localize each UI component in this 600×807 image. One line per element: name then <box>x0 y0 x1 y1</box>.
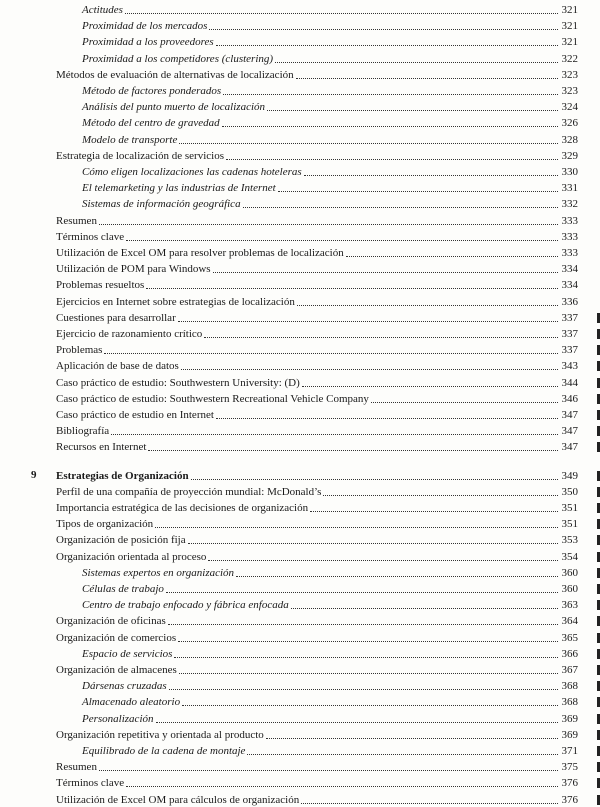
dot-leader <box>174 657 558 658</box>
toc-entry <box>56 726 578 742</box>
dot-leader <box>208 560 558 561</box>
toc-entry <box>56 612 578 628</box>
dot-leader <box>301 803 558 804</box>
toc-entry <box>56 467 578 483</box>
toc-entry <box>56 147 578 163</box>
toc-entry-title: Organización de oficinas <box>56 615 166 628</box>
dot-leader <box>178 641 558 642</box>
toc-entry-title: Utilización de POM para Windows <box>56 263 211 276</box>
dot-leader <box>146 288 558 289</box>
toc-entry <box>82 179 578 195</box>
dot-leader <box>111 434 558 435</box>
toc-entry-page: 324 <box>561 101 578 114</box>
toc-entry-page: 353 <box>561 534 578 547</box>
toc-entry <box>56 374 578 390</box>
toc-entry <box>82 163 578 179</box>
toc-entry-title: Método de factores ponderados <box>82 85 222 97</box>
dot-leader <box>155 527 558 528</box>
dot-leader <box>188 543 558 544</box>
dot-leader <box>166 592 558 593</box>
dot-leader <box>243 207 558 208</box>
toc-entry-page: 363 <box>561 599 578 612</box>
toc-entry-title: Resumen <box>56 214 97 227</box>
toc-entry-title: Perfil de una compañía de proyección mundial: McDonald’s <box>56 485 322 498</box>
toc-entry <box>56 774 578 790</box>
toc-entry-title: Método del centro de gravedad <box>82 117 220 130</box>
toc-entry-page: 360 <box>561 583 578 595</box>
toc-entry-title: Modelo de transporte <box>82 133 178 146</box>
dot-leader <box>216 418 558 419</box>
dot-leader <box>223 94 558 95</box>
dot-leader <box>209 29 558 30</box>
toc-entry-page: 323 <box>561 68 578 81</box>
toc-entry-page: 336 <box>561 295 578 308</box>
toc-entry <box>82 1 578 17</box>
toc-entry <box>56 293 578 309</box>
toc-entry <box>82 131 578 147</box>
toc-entry-page: 334 <box>561 263 578 276</box>
toc-entry <box>56 212 578 228</box>
toc-entry <box>82 710 578 726</box>
toc-entry <box>56 531 578 547</box>
toc-entry-title: Espacio de servicios <box>82 647 173 660</box>
dot-leader <box>236 576 558 577</box>
toc-entry-page: 351 <box>561 518 578 531</box>
toc-entry-page: 329 <box>561 149 578 162</box>
toc-entry-title: Organización repetitiva y orientada al producto <box>56 728 264 741</box>
toc-entry-title: Cómo eligen localizaciones las cadenas hoteleras <box>82 166 302 178</box>
dot-leader <box>213 272 558 273</box>
toc-entry <box>56 438 578 454</box>
toc-entry-title: Utilización de Excel OM para resolver problemas de localización <box>56 247 344 259</box>
toc-entry-page: 337 <box>561 328 578 340</box>
toc-entry <box>56 515 578 531</box>
toc-entry-page: 333 <box>561 214 578 227</box>
toc-entry-title: Términos clave <box>56 777 125 790</box>
toc-entry-title: Ejercicios en Internet sobre estrategias de localización <box>56 295 295 308</box>
toc-entry-page: 347 <box>561 409 578 421</box>
toc-entry-page: 344 <box>561 376 578 389</box>
toc-entry-title: Caso práctico de estudio: Southwestern Recreational Vehicle Company <box>56 392 369 405</box>
toc-entry-page: 347 <box>561 425 578 438</box>
toc-entry-page: 323 <box>561 85 578 97</box>
dot-leader <box>266 738 558 739</box>
toc-entry-title: Problemas <box>56 344 103 357</box>
toc-entry <box>82 596 578 612</box>
toc-entry-page: 371 <box>561 745 578 757</box>
toc-entry-title: El telemarketing y las industrias de Internet <box>82 182 276 195</box>
toc-entry-page: 367 <box>561 664 578 676</box>
toc-entry <box>56 260 578 276</box>
toc-entry-page: 331 <box>561 182 578 195</box>
dot-leader <box>179 143 558 144</box>
dot-leader <box>168 624 558 625</box>
chapter-number: 9 <box>31 468 37 481</box>
dot-leader <box>291 608 558 609</box>
toc-entry-title: Sistemas de información geográfica <box>82 198 241 211</box>
toc-entry <box>56 228 578 244</box>
dot-leader <box>99 770 558 771</box>
toc-entry-title: Recursos en Internet <box>56 441 147 454</box>
toc-entry-page: 334 <box>561 279 578 292</box>
dot-leader <box>302 386 558 387</box>
toc-entry-title: Importancia estratégica de las decisiones de organización <box>56 502 309 514</box>
toc-entry-page: 364 <box>561 615 578 628</box>
toc-entry-title: Métodos de evaluación de alternativas de localización <box>56 68 294 81</box>
toc-entry <box>82 677 578 693</box>
dot-leader <box>304 175 558 176</box>
dot-leader <box>182 705 558 706</box>
dot-leader <box>156 722 559 723</box>
toc-entry-page: 349 <box>561 469 578 482</box>
dot-leader <box>179 673 558 674</box>
toc-entry-page: 321 <box>561 36 578 49</box>
dot-leader <box>346 256 558 257</box>
toc-entry-title: Dársenas cruzadas <box>82 680 167 693</box>
toc-entry-title: Equilibrado de la cadena de montaje <box>82 745 246 757</box>
toc-entry <box>56 499 578 515</box>
toc-entry <box>82 82 578 98</box>
toc-entry-title: Resumen <box>56 761 97 774</box>
toc-entry-title: Sistemas expertos en organización <box>82 566 235 579</box>
dot-leader <box>169 689 558 690</box>
dot-leader <box>296 78 558 79</box>
toc-entry-title: Almacenado aleatorio <box>82 696 181 709</box>
toc-entry-page: 343 <box>561 360 578 373</box>
toc-entry-title: Organización de comercios <box>56 631 177 644</box>
toc-entry-title: Proximidad a los competidores (clustering) <box>82 52 274 65</box>
toc-entry-page: 376 <box>561 793 578 806</box>
dot-leader <box>267 110 558 111</box>
toc-entry <box>82 33 578 49</box>
toc-entry <box>56 422 578 438</box>
toc-entry <box>82 645 578 661</box>
toc-entry <box>82 17 578 33</box>
dot-leader <box>275 62 558 63</box>
toc-entry-title: Personalización <box>82 712 154 725</box>
toc-entry-page: 347 <box>561 441 578 454</box>
dot-leader <box>191 479 558 480</box>
toc-entry-page: 368 <box>561 680 578 693</box>
toc-entry <box>56 758 578 774</box>
dot-leader <box>125 13 558 14</box>
toc-entry-title: Caso práctico de estudio en Internet <box>56 409 214 421</box>
toc-entry-page: 332 <box>561 198 578 211</box>
toc-entry <box>56 629 578 645</box>
toc-entry-page: 337 <box>561 344 578 357</box>
dot-leader <box>126 240 558 241</box>
toc-entry-page: 333 <box>561 247 578 259</box>
toc-entry-title: Actitudes <box>82 4 123 16</box>
toc-entry-page: 369 <box>561 728 578 741</box>
toc-entry <box>56 276 578 292</box>
dot-leader <box>104 353 558 354</box>
toc-entry-title: Caso práctico de estudio: Southwestern University: (D) <box>56 376 300 389</box>
toc-entry <box>82 114 578 130</box>
dot-leader <box>247 754 558 755</box>
toc-entry <box>56 66 578 82</box>
toc-entry-title: Organización de posición fija <box>56 534 186 547</box>
toc-entry-title: Términos clave <box>56 230 125 243</box>
toc-entry-page: 321 <box>561 20 578 33</box>
toc-entry <box>82 195 578 211</box>
toc-entry <box>56 661 578 677</box>
toc-entry-page: 368 <box>561 696 578 709</box>
dot-leader <box>99 224 558 225</box>
dot-leader <box>297 305 558 306</box>
toc-entry-page: 375 <box>561 761 578 774</box>
toc-entry-page: 354 <box>561 550 578 563</box>
toc-entry-title: Cuestiones para desarrollar <box>56 311 176 324</box>
toc-entry <box>56 244 578 260</box>
toc-entry <box>82 50 578 66</box>
dot-leader <box>310 511 558 512</box>
dot-leader <box>216 45 558 46</box>
toc-entry <box>82 580 578 596</box>
toc-entry-title: Organización de almacenes <box>56 664 177 676</box>
toc-entry-title: Células de trabajo <box>82 583 164 595</box>
toc-entry-title: Estrategias de Organización <box>56 469 189 482</box>
toc-entry-page: 366 <box>561 647 578 660</box>
toc-entry-page: 360 <box>561 566 578 579</box>
toc-entry-title: Ejercicio de razonamiento crítico <box>56 328 203 340</box>
toc-entry-page: 365 <box>561 631 578 644</box>
dot-leader <box>148 450 558 451</box>
toc-entry <box>56 341 578 357</box>
toc-entry-title: Análisis del punto muerto de localización <box>82 101 266 114</box>
toc-entry-title: Centro de trabajo enfocado y fábrica enfocada <box>82 599 289 612</box>
toc-entry-title: Problemas resueltos <box>56 279 145 292</box>
dot-leader <box>371 402 558 403</box>
dot-leader <box>126 786 558 787</box>
toc-entry-page: 369 <box>561 712 578 725</box>
toc-entry-page: 328 <box>561 133 578 146</box>
dot-leader <box>323 495 558 496</box>
toc-entry-title: Bibliografía <box>56 425 110 438</box>
toc-entry-title: Estrategia de localización de servicios <box>56 149 224 162</box>
toc-entry-title: Aplicación de base de datos <box>56 360 179 373</box>
dot-leader <box>178 321 558 322</box>
toc-entry-page: 350 <box>561 485 578 498</box>
toc-entry <box>56 390 578 406</box>
toc-entry-page: 337 <box>561 311 578 324</box>
toc-entry <box>56 483 578 499</box>
dot-leader <box>181 369 558 370</box>
toc-entry <box>82 564 578 580</box>
dot-leader <box>204 337 558 338</box>
dot-leader <box>222 126 558 127</box>
toc-entry <box>56 309 578 325</box>
toc-entry-title: Proximidad a los proveedores <box>82 36 214 49</box>
toc-entry-title: Organización orientada al proceso <box>56 550 207 563</box>
dot-leader <box>226 159 558 160</box>
toc-entry <box>56 406 578 422</box>
dot-leader <box>278 191 558 192</box>
toc-entry-page: 346 <box>561 392 578 405</box>
toc-entry <box>82 98 578 114</box>
toc-entry <box>56 325 578 341</box>
toc-entry <box>56 548 578 564</box>
toc-entry-page: 330 <box>561 166 578 178</box>
toc-entry-title: Utilización de Excel OM para cálculos de organización <box>56 793 300 806</box>
toc-entry <box>82 693 578 709</box>
toc-entry-page: 376 <box>561 777 578 790</box>
toc-entry-page: 322 <box>561 52 578 65</box>
toc-entry <box>82 742 578 758</box>
toc-entry-page: 351 <box>561 502 578 514</box>
toc-entry-page: 326 <box>561 117 578 130</box>
toc-entry <box>56 357 578 373</box>
toc-entry-page: 321 <box>561 4 578 16</box>
toc-entry-title: Proximidad de los mercados <box>82 20 208 33</box>
toc-entry-title: Tipos de organización <box>56 518 154 531</box>
toc-entry-page: 333 <box>561 230 578 243</box>
